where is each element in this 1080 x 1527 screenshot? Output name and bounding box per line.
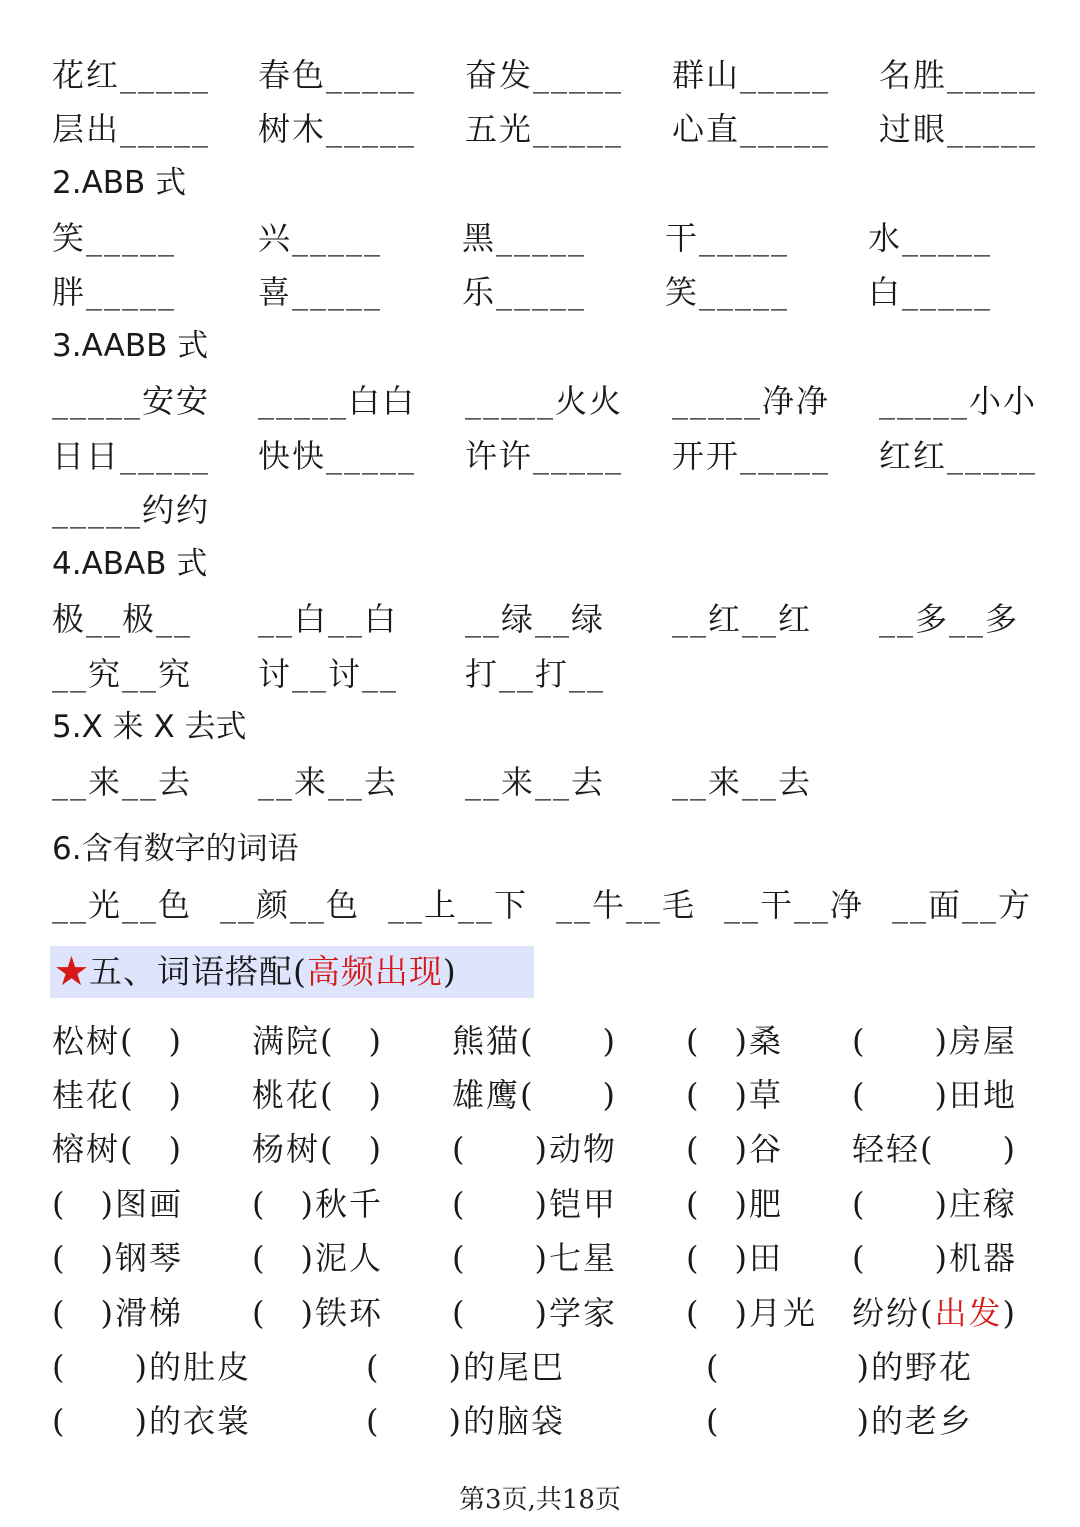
word-item: ( )七星 <box>452 1239 617 1277</box>
word-item: ( )机器 <box>852 1239 1017 1277</box>
word-suffix: ) <box>1002 1294 1017 1332</box>
word-item: __光__色 <box>52 886 193 924</box>
word-item: 花红_____ <box>52 56 211 94</box>
xlaixqu-row-1 <box>0 755 1080 809</box>
word-item: 开开_____ <box>672 437 831 475</box>
word-item: ( )的肚皮 <box>52 1348 251 1386</box>
word-item: _____小小 <box>879 382 1038 420</box>
word-item: 杨树( ) <box>252 1130 383 1168</box>
word-item: 层出_____ <box>52 110 211 148</box>
word-item: ( )的衣裳 <box>52 1402 251 1440</box>
word-item: ( )的尾巴 <box>366 1348 565 1386</box>
match-row-4 <box>0 1177 1080 1231</box>
word-item: ( )桑 <box>686 1022 783 1060</box>
word-item: 桂花( ) <box>52 1076 183 1114</box>
abb-row-1 <box>0 211 1080 265</box>
word-item: ( )草 <box>686 1076 783 1114</box>
banner-highlight: 高频出现 <box>306 952 443 991</box>
word-item: 快快_____ <box>258 437 417 475</box>
de-row-1 <box>0 1340 1080 1394</box>
de-row-2 <box>0 1394 1080 1448</box>
word-item: 打__打__ <box>465 655 606 693</box>
word-item: 极__极__ <box>52 600 193 638</box>
word-item: 奋发_____ <box>465 56 624 94</box>
word-item: 松树( ) <box>52 1022 183 1060</box>
word-item: _____火火 <box>465 382 624 420</box>
word-item: ( )的老乡 <box>706 1402 973 1440</box>
word-item: _____净净 <box>672 382 831 420</box>
star-icon: ★ <box>55 952 89 991</box>
answer-text: 出发 <box>934 1294 1003 1332</box>
word-item: 笑_____ <box>665 273 790 311</box>
match-row-6 <box>0 1286 1080 1340</box>
match-row-2 <box>0 1068 1080 1122</box>
match-row-1 <box>0 1014 1080 1068</box>
word-item: 红红_____ <box>879 437 1038 475</box>
match-row-5 <box>0 1231 1080 1285</box>
word-item: 兴_____ <box>258 219 383 257</box>
section-heading-xlaixqu: 5.X 来 X 去式 <box>52 709 247 745</box>
word-item: ( )的野花 <box>706 1348 973 1386</box>
aabb-row-2 <box>0 429 1080 483</box>
word-item: 日日_____ <box>52 437 211 475</box>
word-item: 五光_____ <box>465 110 624 148</box>
word-item: ( )学家 <box>452 1294 617 1332</box>
word-item: 名胜_____ <box>879 56 1038 94</box>
word-item: 轻轻( ) <box>852 1130 1017 1168</box>
word-item: 榕树( ) <box>52 1130 183 1168</box>
section-banner-title <box>55 946 457 998</box>
word-item: ( )庄稼 <box>852 1185 1017 1223</box>
word-prefix: 纷纷( <box>852 1294 935 1332</box>
grid1-row-2 <box>0 102 1080 156</box>
word-item: ( )田 <box>686 1239 783 1277</box>
word-item: 雄鹰( ) <box>452 1076 617 1114</box>
word-item: __来__去 <box>465 763 606 801</box>
word-item: 胖_____ <box>52 273 177 311</box>
match-row-3 <box>0 1122 1080 1176</box>
abab-row-1 <box>0 592 1080 646</box>
word-item: ( )月光 <box>686 1294 817 1332</box>
word-item: _____约约 <box>52 491 211 529</box>
word-item: 春色_____ <box>258 56 417 94</box>
abb-row-2 <box>0 265 1080 319</box>
word-item: 树木_____ <box>258 110 417 148</box>
word-item: __白__白 <box>258 600 399 638</box>
word-item: __究__究 <box>52 655 193 693</box>
word-item: ( )谷 <box>686 1130 783 1168</box>
word-item: 笑_____ <box>52 219 177 257</box>
word-item: ( )泥人 <box>252 1239 383 1277</box>
word-item: __面__方 <box>892 886 1033 924</box>
word-item: _____安安 <box>52 382 211 420</box>
word-item: 白_____ <box>868 273 993 311</box>
word-item: __来__去 <box>52 763 193 801</box>
word-item: 乐_____ <box>462 273 587 311</box>
section-heading-abb: 2.ABB 式 <box>52 165 187 201</box>
word-item: 熊猫( ) <box>452 1022 617 1060</box>
abab-row-2 <box>0 647 1080 701</box>
word-item: __牛__毛 <box>556 886 697 924</box>
word-item: 许许_____ <box>465 437 624 475</box>
number-words-row-1 <box>0 878 1080 932</box>
banner-close: ) <box>442 952 457 991</box>
section-heading-aabb: 3.AABB 式 <box>52 328 209 364</box>
word-item: 桃花( ) <box>252 1076 383 1114</box>
word-item: __多__多 <box>879 600 1020 638</box>
aabb-row-3 <box>0 483 1080 537</box>
word-item: ( )房屋 <box>852 1022 1017 1060</box>
word-item: _____白白 <box>258 382 417 420</box>
word-item: __来__去 <box>258 763 399 801</box>
section-heading-abab: 4.ABAB 式 <box>52 546 208 582</box>
word-item: ( )铁环 <box>252 1294 383 1332</box>
word-item: 黑_____ <box>462 219 587 257</box>
word-item: 水_____ <box>868 219 993 257</box>
word-item: ( )滑梯 <box>52 1294 183 1332</box>
word-item: ( )秋千 <box>252 1185 383 1223</box>
page-number-footer: 第3页,共18页 <box>459 1485 621 1515</box>
word-item: 讨__讨__ <box>258 655 399 693</box>
word-item: 干_____ <box>665 219 790 257</box>
word-item: __干__净 <box>724 886 865 924</box>
word-item: ( )铠甲 <box>452 1185 617 1223</box>
word-item-with-answer <box>852 1286 1017 1340</box>
banner-title-text: 五、词语搭配( <box>89 952 307 991</box>
word-item: ( )钢琴 <box>52 1239 183 1277</box>
word-item: ( )动物 <box>452 1130 617 1168</box>
word-item: __绿__绿 <box>465 600 606 638</box>
word-item: ( )图画 <box>52 1185 183 1223</box>
grid1-row-1 <box>0 48 1080 102</box>
word-item: __颜__色 <box>220 886 361 924</box>
word-item: __红__红 <box>672 600 813 638</box>
word-item: 心直_____ <box>672 110 831 148</box>
section-heading-number-words: 6.含有数字的词语 <box>52 831 299 867</box>
aabb-row-1 <box>0 374 1080 428</box>
word-item: 喜_____ <box>258 273 383 311</box>
word-item: 满院( ) <box>252 1022 383 1060</box>
word-item: 群山_____ <box>672 56 831 94</box>
word-item: ( )肥 <box>686 1185 783 1223</box>
word-item: __来__去 <box>672 763 813 801</box>
word-item: ( )的脑袋 <box>366 1402 565 1440</box>
word-item: 过眼_____ <box>879 110 1038 148</box>
word-item: __上__下 <box>388 886 529 924</box>
word-item: ( )田地 <box>852 1076 1017 1114</box>
